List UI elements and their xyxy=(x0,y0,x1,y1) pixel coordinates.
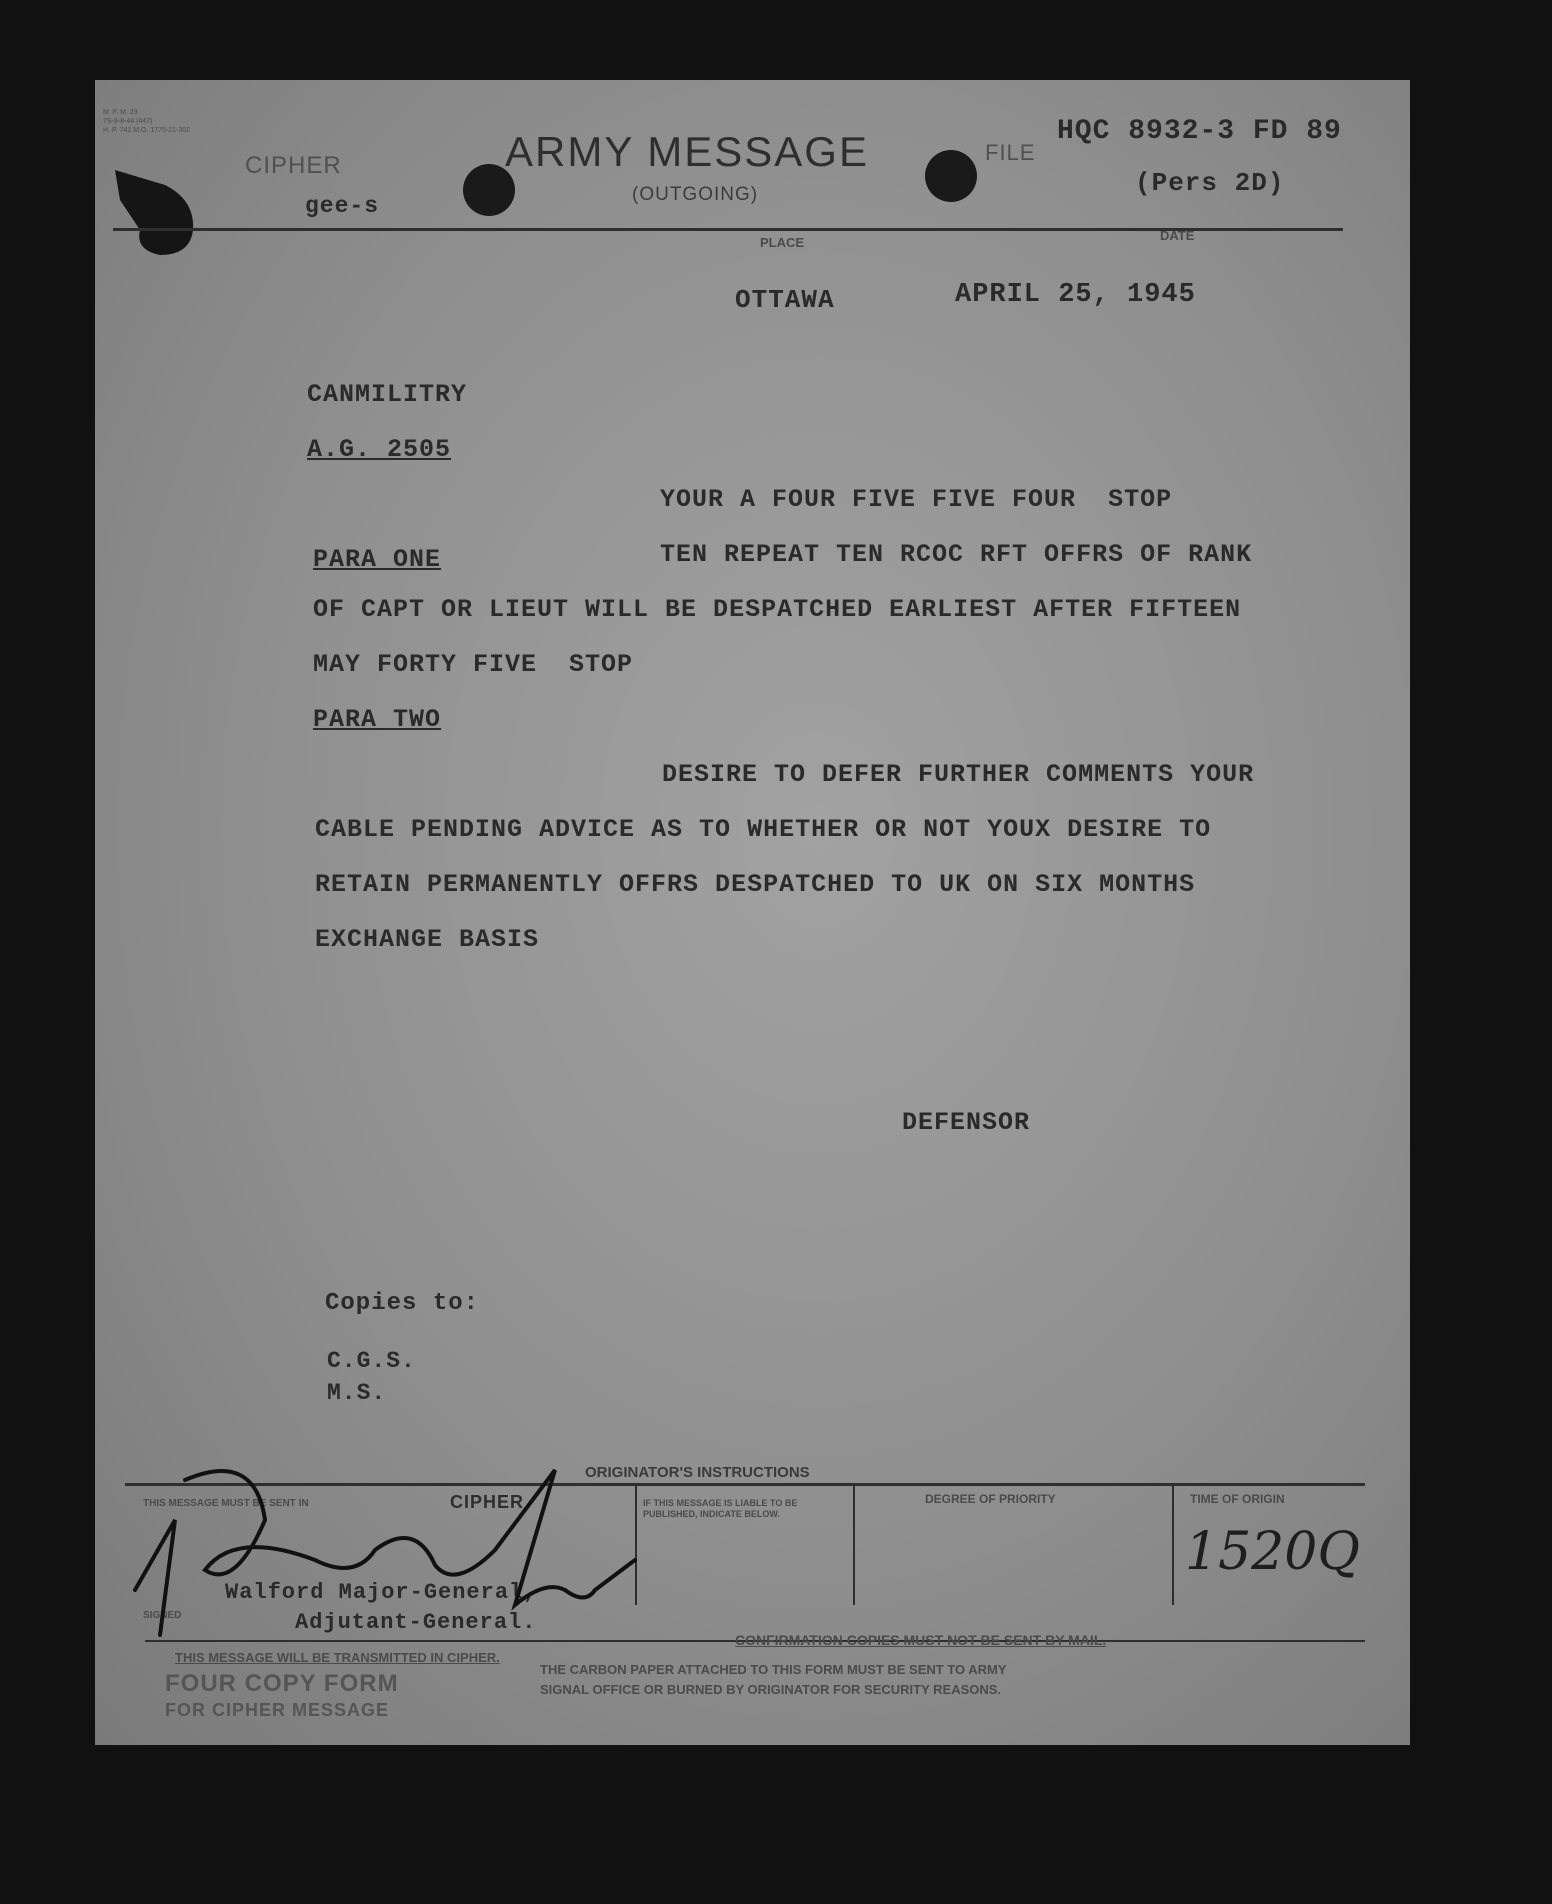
ink-blot-icon xyxy=(105,150,205,260)
punch-hole xyxy=(925,150,977,202)
confirm-note: CONFIRMATION COPIES MUST NOT BE SENT BY MAIL. xyxy=(735,1632,1107,1648)
message-line: EXCHANGE BASIS xyxy=(315,925,540,954)
date-value: APRIL 25, 1945 xyxy=(955,280,1196,310)
form-code xyxy=(103,108,190,135)
signer-line: Walford Major-General, xyxy=(225,1580,538,1605)
originator-label: ORIGINATOR'S INSTRUCTIONS xyxy=(585,1464,810,1481)
message-to: CANMILITRY xyxy=(307,380,468,409)
cipher-label: CIPHER xyxy=(245,152,342,179)
message-line: YOUR A FOUR FIVE FIVE FOUR STOP xyxy=(660,485,1173,514)
copy-form-label: FOUR COPY FORM xyxy=(165,1670,399,1697)
message-line: DESIRE TO DEFER FURTHER COMMENTS YOUR xyxy=(662,760,1255,789)
copy-form-label: FOR CIPHER MESSAGE xyxy=(165,1700,390,1720)
place-label: PLACE xyxy=(760,235,805,250)
message-line: OF CAPT OR LIEUT WILL BE DESPATCHED EARLIEST AFTER FIFTEEN xyxy=(313,595,1242,624)
place-value: OTTAWA xyxy=(735,285,835,315)
file-sub: (Pers 2D) xyxy=(1135,168,1285,198)
file-label: FILE xyxy=(985,140,1036,165)
signer-line: Adjutant-General. xyxy=(295,1610,537,1635)
form-code-line: 7S-8-8-44 (447) xyxy=(103,118,153,125)
sent-in-value: CIPHER xyxy=(450,1492,525,1512)
handwritten-signature xyxy=(115,1440,655,1640)
document-page xyxy=(95,80,1410,1745)
message-line: TEN REPEAT TEN RCOC RFT OFFRS OF RANK xyxy=(660,540,1253,569)
form-code-line: M. F. M. 23 xyxy=(103,109,138,116)
message-line: MAY FORTY FIVE STOP xyxy=(313,650,634,679)
time-of-origin-value: 1520Q xyxy=(1185,1522,1360,1582)
sent-in-label: THIS MESSAGE MUST BE SENT IN xyxy=(143,1498,309,1509)
time-of-origin-label: TIME OF ORIGIN xyxy=(1190,1492,1285,1506)
date-label: DATE xyxy=(1160,228,1195,243)
message-ref: A.G. 2505 xyxy=(307,435,452,464)
carbon-note: THE CARBON PAPER ATTACHED TO THIS FORM MUST BE SENT TO ARMY xyxy=(540,1662,1007,1677)
message-line: CABLE PENDING ADVICE AS TO WHETHER OR NOT YOUX DESIRE TO xyxy=(315,815,1212,844)
message-line: RETAIN PERMANENTLY OFFRS DESPATCHED TO UK ON SIX MONTHS xyxy=(315,870,1196,899)
publish-note: IF THIS MESSAGE IS LIABLE TO BE PUBLISHED, INDICATE BELOW. xyxy=(643,1498,798,1519)
para-one-label: PARA ONE xyxy=(313,545,442,574)
para-two-label: PARA TWO xyxy=(313,705,442,734)
form-subtitle: (OUTGOING) xyxy=(632,184,759,205)
cipher-value: gee-s xyxy=(305,193,380,219)
copies-label: Copies to: xyxy=(325,1290,480,1317)
form-code-line: H. P. 741 M.O. 1775-21-302 xyxy=(103,127,191,134)
carbon-note: SIGNAL OFFICE OR BURNED BY ORIGINATOR FOR SECURITY REASONS. xyxy=(540,1682,1002,1697)
file-number: HQC 8932-3 FD 89 xyxy=(1057,116,1342,147)
footer-divider xyxy=(853,1485,855,1605)
form-title: ARMY MESSAGE xyxy=(505,128,869,175)
header-rule xyxy=(113,228,1343,231)
signed-label: SIGNED xyxy=(143,1610,182,1621)
copies-item: C.G.S. xyxy=(327,1348,416,1374)
transmit-note: THIS MESSAGE WILL BE TRANSMITTED IN CIPHER. xyxy=(175,1650,500,1665)
copies-item: M.S. xyxy=(327,1380,387,1406)
message-signature: DEFENSOR xyxy=(902,1108,1031,1137)
priority-label: DEGREE OF PRIORITY xyxy=(925,1492,1056,1506)
footer-divider xyxy=(1172,1485,1174,1605)
